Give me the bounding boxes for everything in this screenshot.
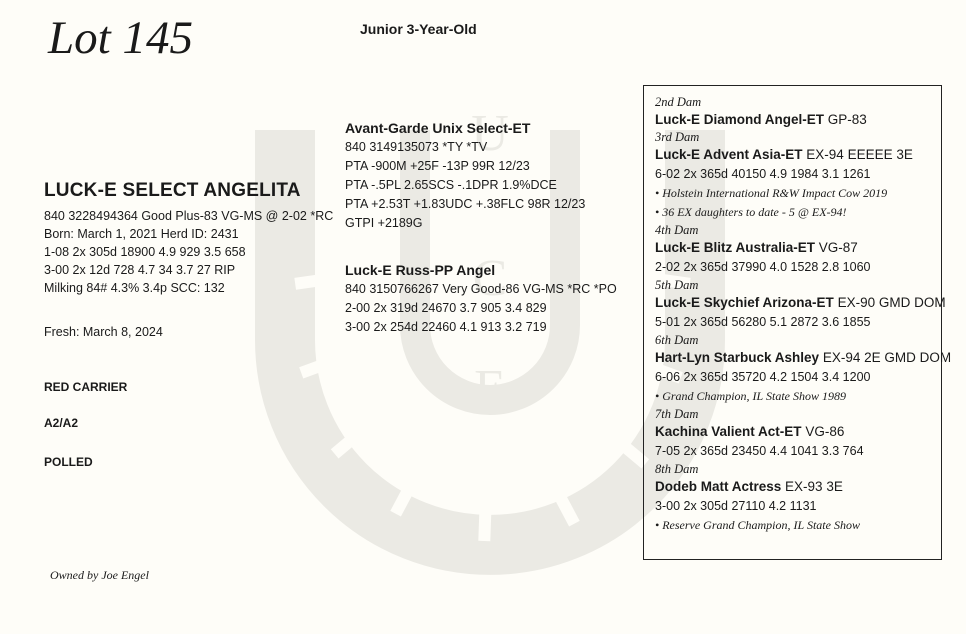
cow-milking-line: Milking 84# 4.3% 3.4p SCC: 132: [44, 281, 225, 295]
dam-line: 2-00 2x 319d 24670 3.7 905 3.4 829: [345, 301, 547, 315]
watermark-letter-e: E: [474, 360, 506, 417]
sire-name: Avant-Garde Unix Select-ET: [345, 120, 531, 136]
ancestor-record: 2-02 2x 365d 37990 4.0 1528 2.8 1060: [655, 260, 871, 274]
generation-label: 5th Dam: [655, 278, 699, 292]
trait-a2a2: A2/A2: [44, 416, 79, 430]
generation-label: 2nd Dam: [655, 95, 702, 109]
ancestor-record: 7-05 2x 365d 23450 4.4 1041 3.3 764: [655, 444, 864, 458]
sire-line: PTA +2.53T +1.83UDC +.38FLC 98R 12/23: [345, 197, 586, 211]
sire-line: 840 3149135073 *TY *TV: [345, 140, 488, 154]
pedigree-entry: [655, 222, 941, 277]
ancestor-record: 5-01 2x 365d 56280 5.1 2872 3.6 1855: [655, 315, 871, 329]
cow-info: [44, 207, 333, 297]
watermark-letter-c: C: [472, 250, 508, 307]
dam-line: 840 3150766267 Very Good-86 VG-MS *RC *PO: [345, 282, 617, 296]
generation-label: 6th Dam: [655, 333, 699, 347]
generation-label: 8th Dam: [655, 462, 699, 476]
ancestor-score: EX-93 3E: [785, 479, 843, 494]
dam-name: Luck-E Russ-PP Angel: [345, 262, 496, 278]
ancestor-score: VG-87: [818, 240, 858, 255]
ancestor-name: Dodeb Matt Actress: [655, 479, 782, 494]
sire-line: GTPI +2189G: [345, 216, 423, 230]
pedigree-entry: [655, 277, 946, 332]
generation-label: 4th Dam: [655, 223, 699, 237]
sire-block: [345, 118, 585, 233]
dam-block: [345, 260, 617, 337]
ancestor-note: • Holstein International R&W Impact Cow 2019: [655, 186, 888, 200]
generation-label: 7th Dam: [655, 407, 699, 421]
ancestor-name: Hart-Lyn Starbuck Ashley: [655, 350, 820, 365]
pedigree-box: [643, 85, 952, 560]
dam-line: 3-00 2x 254d 22460 4.1 913 3.2 719: [345, 320, 547, 334]
ancestor-record: 3-00 2x 305d 27110 4.2 1131: [655, 499, 817, 513]
cow-id-line: 840 3228494364 Good Plus-83 VG-MS @ 2-02 *RC: [44, 209, 334, 223]
ancestor-score: EX-90 GMD DOM: [837, 295, 946, 310]
pedigree-entry: [655, 129, 941, 222]
ancestor-score: EX-94 2E GMD DOM: [822, 350, 952, 365]
watermark-letter-u: U: [471, 105, 509, 162]
ancestor-note: • Grand Champion, IL State Show 1989: [655, 389, 846, 403]
ancestor-score: VG-86: [805, 424, 845, 439]
ancestor-name: Luck-E Skychief Arizona-ET: [655, 295, 834, 310]
cow-record-line: 1-08 2x 305d 18900 4.9 929 3.5 658: [44, 245, 246, 259]
ancestor-record: 6-06 2x 365d 35720 4.2 1504 3.4 1200: [655, 370, 871, 384]
ancestor-name: Luck-E Diamond Angel-ET: [655, 112, 825, 127]
cow-name: LUCK-E SELECT ANGELITA: [44, 180, 301, 201]
cow-record-line: 3-00 2x 12d 728 4.7 34 3.7 27 RIP: [44, 263, 236, 277]
sire-line: PTA -.5PL 2.65SCS -.1DPR 1.9%DCE: [345, 178, 557, 192]
ancestor-record: 6-02 2x 365d 40150 4.9 1984 3.1 1261: [655, 167, 871, 181]
pedigree-entry: [655, 94, 941, 129]
ancestor-note: • 36 EX daughters to date - 5 @ EX-94!: [655, 205, 847, 219]
cow-born-line: Born: March 1, 2021 Herd ID: 2431: [44, 227, 239, 241]
ancestor-name: Luck-E Advent Asia-ET: [655, 147, 803, 162]
pedigree-entry: [655, 332, 952, 406]
pedigree-entry: [655, 406, 941, 461]
ancestor-name: Luck-E Blitz Australia-ET: [655, 240, 816, 255]
ancestor-score: EX-94 EEEEE 3E: [806, 147, 913, 162]
owner-line: Owned by Joe Engel: [50, 568, 149, 582]
ancestor-name: Kachina Valient Act-ET: [655, 424, 802, 439]
ancestor-note: • Reserve Grand Champion, IL State Show: [655, 518, 860, 532]
trait-red-carrier: RED CARRIER: [44, 380, 128, 394]
lot-title: Lot 145: [48, 12, 193, 64]
fresh-date: Fresh: March 8, 2024: [44, 325, 163, 339]
generation-label: 3rd Dam: [655, 130, 700, 144]
class-label: Junior 3-Year-Old: [360, 21, 477, 37]
ancestor-score: GP-83: [827, 112, 867, 127]
trait-polled: POLLED: [44, 455, 93, 469]
pedigree-entry: [655, 461, 941, 535]
sire-line: PTA -900M +25F -13P 99R 12/23: [345, 159, 530, 173]
